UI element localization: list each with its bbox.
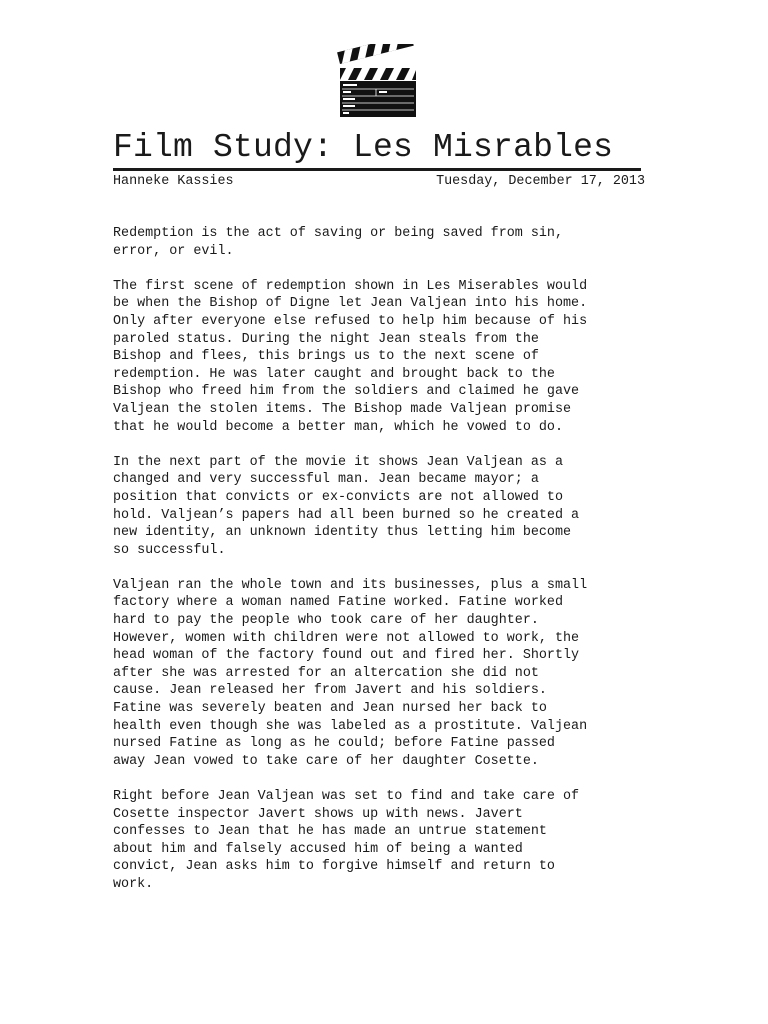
- document-date: Tuesday, December 17, 2013: [436, 174, 645, 189]
- document-title: Film Study: Les Misrables: [113, 129, 614, 166]
- document-body: [113, 225, 653, 911]
- film-clapperboard-icon: [336, 44, 418, 118]
- paragraph: Valjean ran the whole town and its businesses, plus a small factory where a woman named Fatine worked. Fatine worked hard to pay the people who took care of her daughter. However, women with children were not allowed to work, the head woman of the factory found out and fired her. Shortly after she was arrested for an altercation she did not cause. Jean released her from Javert and his soldiers. Fatine was severely beaten and Jean nursed her back to health even though she was labeled as a prostitute. Valjean nursed Fatine as long as he could; before Fatine passed away Jean vowed to take care of her daughter Cosette.: [113, 577, 588, 769]
- byline: [113, 173, 645, 190]
- title-divider: [113, 168, 641, 171]
- paragraph: Redemption is the act of saving or being saved from sin, error, or evil.: [113, 226, 563, 259]
- author-name: Hanneke Kassies: [113, 174, 234, 189]
- paragraph: In the next part of the movie it shows Jean Valjean as a changed and very successful man. Jean became mayor; a position that convicts or ex-convicts are not allowed to hold. Valjean’s papers had all been burned so he created a new identity, an unknown identity thus letting him become so successful.: [113, 454, 580, 558]
- paragraph: The first scene of redemption shown in Les Miserables would be when the Bishop of Digne let Jean Valjean into his home. Only after everyone else refused to help him because of his paroled status. During the night Jean steals from the Bishop and flees, this brings us to the next scene of redemption. He was later caught and brought back to the Bishop who freed him from the soldiers and claimed he gave Valjean the stolen items. The Bishop made Valjean promise that he would become a better man, which he vowed to do.: [113, 278, 588, 435]
- paragraph: Right before Jean Valjean was set to find and take care of Cosette inspector Javert shows up with news. Javert confesses to Jean that he has made an untrue statement about him and falsely accused him of being a wanted convict, Jean asks him to forgive himself and return to work.: [113, 789, 580, 892]
